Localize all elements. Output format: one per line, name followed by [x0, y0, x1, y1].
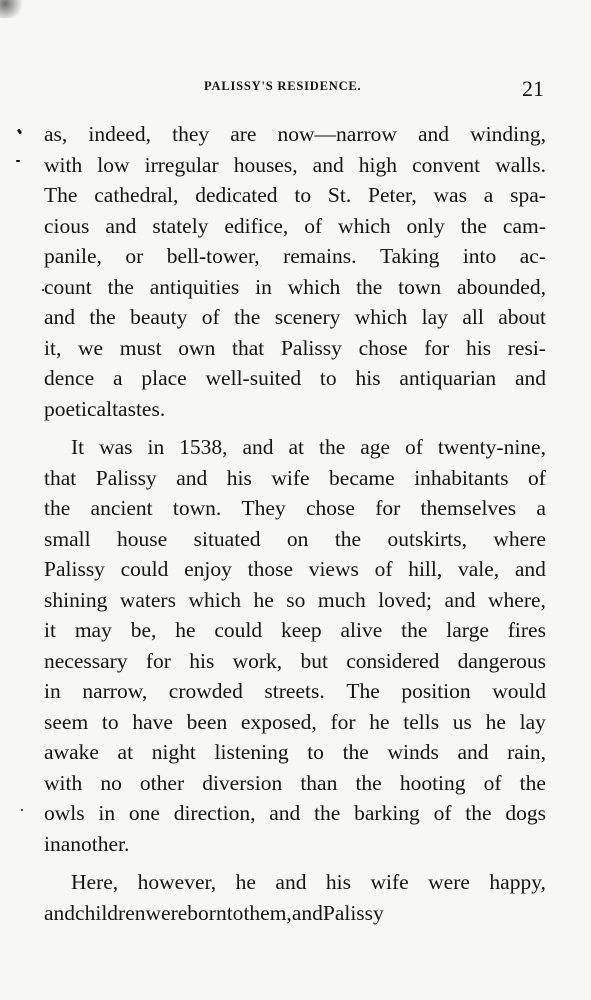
margin-mark-2	[16, 160, 20, 162]
text-line: seem to have been exposed, for he tells us he lay	[44, 709, 546, 734]
margin-mark-4	[21, 809, 23, 811]
text-line: count the antiquities in which the town abounded,	[44, 274, 546, 299]
running-header	[44, 76, 544, 106]
running-title: PALISSY'S RESIDENCE.	[204, 79, 362, 93]
margin-mark-1	[17, 129, 22, 135]
text-line: Palissy could enjoy those views of hill, vale, and	[44, 557, 546, 581]
text-line: dence a place well-suited to his antiquarian and	[44, 366, 546, 390]
text-line: small house situated on the outskirts, where	[44, 526, 546, 551]
text-line: as, indeed, they are now—narrow and winding,	[44, 122, 546, 146]
text-line: cious and stately edifice, of which only the cam-	[44, 213, 546, 238]
text-line: the ancient town. They chose for themselves a	[44, 496, 546, 520]
text-line: shining waters which he so much loved; and where,	[44, 587, 546, 612]
text-line: poetical tastes.	[44, 396, 166, 421]
text-line: panile, or bell-tower, remains. Taking into ac-	[44, 244, 546, 268]
text-line: with no other diversion than the hooting of the	[44, 770, 546, 795]
text-line: that Palissy and his wife became inhabitants of	[44, 465, 546, 490]
text-line: It was in 1538, and at the age of twenty-nine,	[71, 435, 546, 459]
body-text	[44, 119, 546, 928]
text-line: with low irregular houses, and high convent walls.	[44, 152, 546, 177]
text-line: it may be, he could keep alive the large fires	[44, 618, 546, 642]
text-line: and the beauty of the scenery which lay all about	[44, 305, 546, 329]
text-line: and children were born to them, and Palissy	[44, 900, 384, 925]
page-corner-smudge	[0, 0, 26, 18]
text-line: necessary for his work, but considered dangerous	[44, 648, 546, 673]
text-line: The cathedral, dedicated to St. Peter, was a spa-	[44, 183, 546, 207]
text-line: owls in one direction, and the barking of the dogs	[44, 801, 546, 825]
text-line: it, we must own that Palissy chose for his resi-	[44, 335, 546, 360]
page-number: 21	[522, 76, 544, 101]
text-line: awake at night listening to the winds and rain,	[44, 740, 546, 764]
text-line: in narrow, crowded streets. The position would	[44, 679, 546, 703]
text-line: Here, however, he and his wife were happy,	[71, 870, 546, 894]
text-line: in another.	[44, 831, 130, 856]
